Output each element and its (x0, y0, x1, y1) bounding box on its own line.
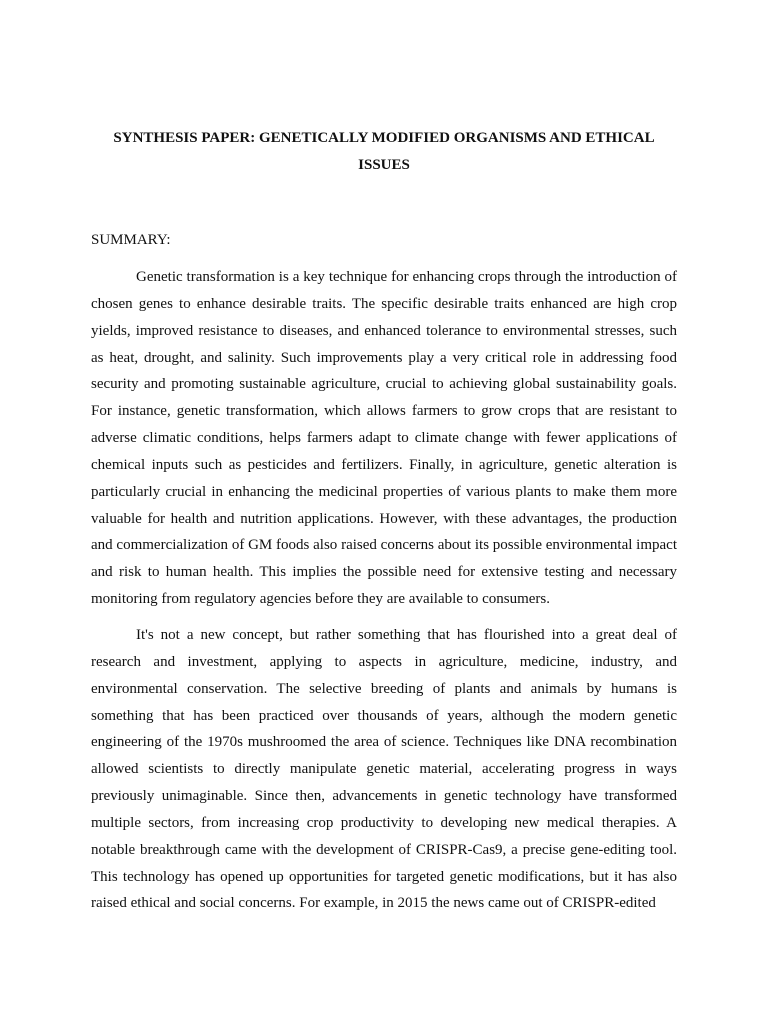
summary-heading: SUMMARY: (91, 232, 171, 248)
paragraph-2: It's not a new concept, but rather something that has flourished into a great deal of research and investment, applying to aspects in agriculture, medicine, industry, and environmental conservation. The selective breeding of plants and animals by humans is something that has been practiced over thousands of years, although the modern genetic engineering of the 1970s mushroomed the area of science. Techniques like DNA recombination allowed scientists to directly manipulate genetic material, accelerating progress in ways previously unimaginable. Since then, advancements in genetic technology have transformed multiple sectors, from increasing crop productivity to developing new medical therapies. A notable breakthrough came with the development of CRISPR-Cas9, a precise gene-editing tool. This technology has opened up opportunities for targeted genetic modifications, but it has also raised ethical and social concerns. For example, in 2015 the news came out of CRISPR-edited (91, 627, 677, 912)
paragraph-1: Genetic transformation is a key technique for enhancing crops through the introduction of chosen genes to enhance desirable traits. The specific desirable traits enhanced are high crop yields, improved resistance to diseases, and enhanced tolerance to environmental stresses, such as heat, drought, and salinity. Such improvements play a very critical role in addressing food security and promoting sustainable agriculture, crucial to achieving global sustainability goals. For instance, genetic transformation, which allows farmers to grow crops that are resistant to adverse climatic conditions, helps farmers adapt to climate change with fewer applications of chemical inputs such as pesticides and fertilizers. Finally, in agriculture, genetic alteration is particularly crucial in enhancing the medicinal properties of various plants to make them more valuable for health and nutrition applications. However, with these advantages, the production and commercialization of GM foods also raised concerns about its possible environmental impact and risk to human health. This implies the possible need for extensive testing and necessary monitoring from regulatory agencies before they are available to consumers. (91, 269, 677, 608)
document-title: SYNTHESIS PAPER: GENETICALLY MODIFIED ORGANISMS AND ETHICAL ISSUES (113, 130, 655, 173)
